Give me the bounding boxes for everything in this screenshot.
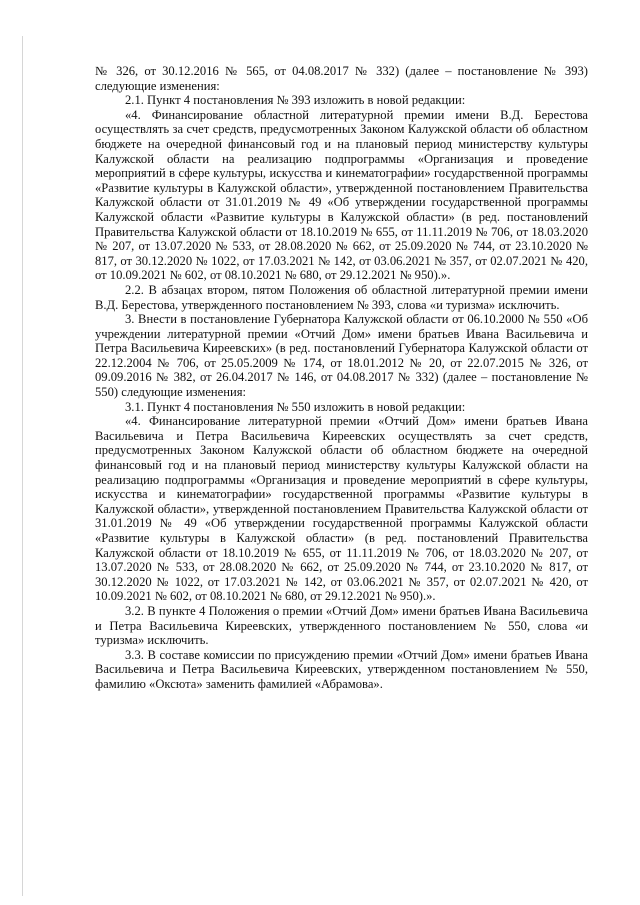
paragraph-2-2: 2.2. В абзацах втором, пятом Положения об областной литературной премии имени В.Д. Берестова, утвержденного постановлением № 393, слова «и туризма» исключить. xyxy=(95,282,588,312)
paragraph-2-1: 2.1. Пункт 4 постановления № 393 изложить в новой редакции: xyxy=(125,93,466,108)
paragraph-3: 3. Внести в постановление Губернатора Калужской области от 06.10.2000 № 550 «Об учреждении литературной премии «Отчий Дом» имени братьев Ивана Васильевича и Петра Васильевича Киреевских» (в ред. постановлений Губернатора Калужской области от 22.12.2004 № 706, от 25.05.2009 № 174, от 18.01.2012 № 20, от 22.07.2015 № 326, от 09.09.2016 № 382, от 26.04.2017 № 146, от 04.08.2017 № 332) (далее – постановление № 550) следующие изменения: xyxy=(95,312,588,400)
document-body xyxy=(95,64,588,692)
paragraph-3-3: 3.3. В составе комиссии по присуждению премии «Отчий Дом» имени братьев Ивана Васильевича и Петра Васильевича Киреевских, утвержденном постановлением № 550, фамилию «Оксюта» заменить фамилией «Абрамова». xyxy=(95,647,588,691)
scan-edge-line xyxy=(22,36,23,896)
paragraph-quoted-item-4-otchiy-dom: «4. Финансирование литературной премии «Отчий Дом» имени братьев Ивана Васильевича и Петра Васильевича Киреевских осуществлять за счет средств, предусмотренных Законом Калужской области об областном бюджете на очередной финансовый год и на плановый период министерству культуры Калужской области на реализацию подпрограммы «Организация и проведение мероприятий в сфере культуры, искусства и кинематографии» государственной программы «Развитие культуры в Калужской области», утвержденной постановлением Правительства Калужской области от 31.01.2019 № 49 «Об утверждении государственной программы Калужской области «Развитие культуры в Калужской области» (в ред. постановлений Правительства Калужской области от 18.10.2019 № 655, от 11.11.2019 № 706, от 18.03.2020 № 207, от 13.07.2020 № 533, от 28.08.2020 № 662, от 25.09.2020 № 744, от 23.10.2020 № 817, от 30.12.2020 № 1022, от 17.03.2021 № 142, от 03.06.2021 № 357, от 02.07.2021 № 420, от 10.09.2021 № 602, от 08.10.2021 № 680, от 29.12.2021 № 950).». xyxy=(95,414,588,604)
paragraph-continuation: № 326, от 30.12.2016 № 565, от 04.08.2017 № 332) (далее – постановление № 393) следующие изменения: xyxy=(95,64,588,93)
paragraph-quoted-item-4-berestov: «4. Финансирование областной литературной премии имени В.Д. Берестова осуществлять за счет средств, предусмотренных Законом Калужской области об областном бюджете на очередной финансовый год и на плановый период министерству культуры Калужской области на реализацию подпрограммы «Организация и проведение мероприятий в сфере культуры, искусства и кинематографии» государственной программы «Развитие культуры в Калужской области», утвержденной постановлением Правительства Калужской области от 31.01.2019 № 49 «Об утверждении государственной программы Калужской области «Развитие культуры в Калужской области» (в ред. постановлений Правительства Калужской области от 18.10.2019 № 655, от 11.11.2019 № 706, от 18.03.2020 № 207, от 13.07.2020 № 533, от 28.08.2020 № 662, от 25.09.2020 № 744, от 23.10.2020 № 817, от 30.12.2020 № 1022, от 17.03.2021 № 142, от 03.06.2021 № 357, от 02.07.2021 № 420, от 10.09.2021 № 602, от 08.10.2021 № 680, от 29.12.2021 № 950).». xyxy=(95,107,588,283)
paragraph-3-2: 3.2. В пункте 4 Положения о премии «Отчий Дом» имени братьев Ивана Васильевича и Петра Васильевича Киреевских, утвержденного постановлением № 550, слова «и туризма» исключить. xyxy=(95,603,588,648)
paragraph-3-1: 3.1. Пункт 4 постановления № 550 изложить в новой редакции: xyxy=(125,399,466,414)
